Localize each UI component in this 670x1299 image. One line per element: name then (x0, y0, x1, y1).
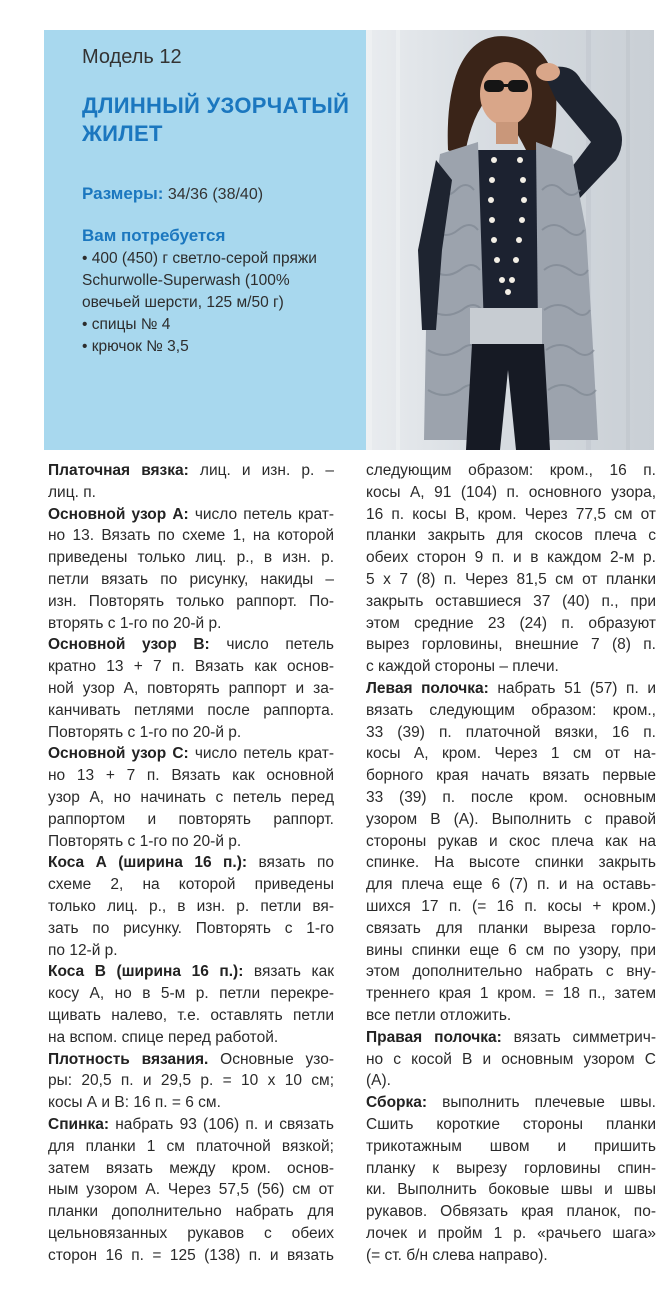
text-line (48, 961, 334, 983)
text-content: (= ст. б/н слева направо). (366, 1246, 548, 1264)
text-content: планки закрыть для скосов плеча с (366, 527, 656, 545)
text-content: этом средние 23 (24) п. образуют (366, 614, 656, 632)
text-content: но 13 + 7 п. Вязать как основной (48, 767, 334, 785)
text-line (48, 983, 334, 1005)
text-content: связать для планки выреза горло- (366, 919, 656, 937)
text-line (48, 1049, 334, 1071)
text-content: только лиц. р., в изн. р. петли вя- (48, 897, 334, 915)
text-content: вины спинки еще 6 см по узору, при (366, 941, 656, 959)
text-content: треннего края 1 кром. = 18 п., затем (366, 985, 656, 1003)
text-line (366, 1114, 656, 1136)
text-line (366, 656, 656, 678)
materials-list (82, 248, 362, 358)
text-line (48, 918, 334, 940)
text-line (48, 874, 334, 896)
text-content: набрать 93 (106) п. и связать (109, 1115, 334, 1133)
text-content: Повторять с 1-го по 20-й р. (48, 723, 242, 741)
text-content: цельновязанных рукавов с обеих (48, 1224, 334, 1242)
text-content: ным узором А. Через 57,5 (56) см от (48, 1181, 334, 1199)
text-line (48, 809, 334, 831)
text-line (366, 787, 656, 809)
title-line-2: ЖИЛЕТ (82, 121, 163, 146)
text-content: затем вязать между кром. основ- (48, 1159, 334, 1177)
text-line (48, 1136, 334, 1158)
text-content: трикотажным швом и пришить (366, 1137, 656, 1155)
text-line (366, 1049, 656, 1071)
text-line (366, 918, 656, 940)
text-line (366, 852, 656, 874)
section-heading: Основной узор В: (48, 636, 210, 654)
text-line (48, 722, 334, 744)
text-content: вторять с 1-го по 20-й р. (48, 614, 222, 632)
text-line (366, 1223, 656, 1245)
text-line (48, 482, 334, 504)
text-content: шихся 17 п. (= 16 п. косы + кром.) (366, 897, 656, 915)
text-content: спинке. На высоте спинки закрыть (366, 854, 656, 872)
sizes-value: 34/36 (38/40) (167, 186, 264, 203)
text-line (48, 1027, 334, 1049)
text-content: вязать по (247, 854, 334, 872)
text-line (48, 1201, 334, 1223)
text-line (48, 1005, 334, 1027)
text-line (48, 1223, 334, 1245)
text-line (48, 1070, 334, 1092)
section-heading: Платочная вязка: (48, 462, 189, 479)
text-content: вязать симметрич- (501, 1028, 656, 1046)
text-content: вырез горловины, внешние 7 (8) п. (366, 636, 656, 654)
text-content: стороны рукав и скос плеча как на (366, 832, 656, 850)
text-line (48, 787, 334, 809)
text-content: число петель крат- (188, 745, 334, 763)
text-content: Сшить короткие стороны планки (366, 1115, 656, 1133)
text-content: закрыть оставшиеся 37 (40) п., при (366, 592, 656, 610)
instructions-left-column (48, 460, 334, 1266)
text-line (48, 852, 334, 874)
instructions-right-column (366, 460, 656, 1266)
text-line (48, 1245, 334, 1267)
text-line (366, 1092, 656, 1114)
text-content: набрать 51 (57) п. и (488, 679, 656, 697)
text-line (366, 983, 656, 1005)
text-content: рукавов. Обвязать края планок, по- (366, 1203, 656, 1221)
text-content: лиц. и изн. р. – (188, 462, 334, 479)
text-content: для плеча еще 6 (7) п. и на оставь- (366, 876, 656, 894)
text-line (366, 1136, 656, 1158)
text-line (366, 1179, 656, 1201)
text-content: планку к вырезу горловины спин- (366, 1159, 656, 1177)
text-line (48, 896, 334, 918)
text-line (366, 831, 656, 853)
text-content: 33 (39) п. после кром. основным (366, 788, 656, 806)
section-heading: Коса А (ширина 16 п.): (48, 854, 248, 872)
text-content: Повторять с 1-го по 20-й р. (48, 832, 242, 850)
text-line (48, 831, 334, 853)
materials-item: • крючок № 3,5 (82, 338, 189, 355)
text-line (366, 743, 656, 765)
text-line (366, 722, 656, 744)
text-line (48, 460, 334, 482)
text-content: планки дополнительно набрать для (48, 1203, 334, 1221)
text-line (48, 569, 334, 591)
text-line (366, 1158, 656, 1180)
page-title (82, 92, 362, 148)
text-line (366, 1201, 656, 1223)
text-content: но 13. Вязать по схеме 1, на которой (48, 527, 334, 545)
text-content: с каждой стороны – плечи. (366, 658, 559, 676)
materials-item: • 400 (450) г светло-серой пряжи (82, 250, 317, 267)
text-content: косы А, кром. Через 1 см от на- (366, 745, 656, 763)
text-line (48, 504, 334, 526)
text-line (366, 1027, 656, 1049)
text-line (48, 765, 334, 787)
text-content: 33 (39) п. платочной вязки, 16 п. (366, 723, 656, 741)
text-line (48, 525, 334, 547)
text-line (366, 1005, 656, 1027)
section-heading: Плотность вязания. (48, 1050, 209, 1068)
section-heading: Сборка: (366, 1094, 428, 1112)
text-content: борного края начать вязать первые (366, 767, 656, 785)
text-line (366, 961, 656, 983)
text-content: узор А, но начинать с петель перед (48, 788, 334, 806)
text-line (48, 940, 334, 962)
text-content: по 12-й р. (48, 941, 118, 959)
text-line (366, 634, 656, 656)
text-line (366, 809, 656, 831)
section-heading: Левая полочка: (366, 679, 489, 697)
text-content: на вспом. спице перед работой. (48, 1028, 279, 1046)
text-content: 5 х 7 (8) п. Через 81,5 см от планки (366, 570, 656, 588)
text-line (366, 678, 656, 700)
text-content: следующим образом: кром., 16 п. (366, 462, 656, 479)
text-line (366, 1070, 656, 1092)
text-line (48, 1179, 334, 1201)
text-line (366, 591, 656, 613)
materials-item: Schurwolle-Superwash (100% (82, 272, 290, 289)
text-line (48, 656, 334, 678)
text-content: приведены только лиц. р., в изн. р. (48, 549, 334, 567)
text-content: ры: 20,5 п. и 29,5 р. = 10 х 10 см; (48, 1072, 334, 1090)
text-content: вязать следующим образом: кром., (366, 701, 656, 719)
text-content: косы А, 91 (104) п. основного узора, (366, 483, 656, 501)
text-content: косу А, но в 5-м р. петли перекре- (48, 985, 334, 1003)
text-line (366, 874, 656, 896)
text-line (48, 634, 334, 656)
sizes-line (82, 184, 263, 204)
text-line (366, 1245, 656, 1267)
text-content: этом дополнительно набрать с вну- (366, 963, 656, 981)
text-content: раппортом и повторять раппорт. (48, 810, 334, 828)
text-line (366, 525, 656, 547)
text-line (366, 940, 656, 962)
text-content: щивать налево, т.е. оставлять петли (48, 1006, 334, 1024)
text-line (48, 1158, 334, 1180)
section-heading: Правая полочка: (366, 1028, 502, 1046)
text-line (366, 460, 656, 482)
model-label: Модель 12 (82, 46, 182, 68)
text-line (366, 482, 656, 504)
text-line (366, 896, 656, 918)
text-content: петли вязать по рисунку, накиды – (48, 570, 334, 588)
text-line (48, 1114, 334, 1136)
text-content: ной узор А, повторять раппорт и за- (48, 679, 334, 697)
text-content: канчивать петлями после раппорта. (48, 701, 334, 719)
text-content: выполнить плечевые швы. (427, 1094, 656, 1112)
text-content: число петель (209, 636, 334, 654)
model-photo (366, 30, 654, 450)
text-content: для планки 1 см платочной вязкой; (48, 1137, 334, 1155)
text-line (366, 504, 656, 526)
section-heading: Коса В (ширина 16 п.): (48, 963, 244, 981)
text-content: косы А и В: 16 п. = 6 см. (48, 1094, 221, 1112)
text-line (366, 569, 656, 591)
text-content: число петель крат- (188, 505, 334, 523)
materials-item: овечьей шерсти, 125 м/50 г) (82, 294, 284, 311)
text-content: (А). (366, 1072, 391, 1090)
text-content: сторон 16 п. = 125 (138) п. и вязать (48, 1246, 334, 1264)
text-line (366, 765, 656, 787)
text-content: зать по рисунку. Повторять с 1-го (48, 919, 334, 937)
section-heading: Основной узор С: (48, 745, 189, 763)
text-line (366, 700, 656, 722)
text-content: кратно 13 + 7 п. Вязать как основ- (48, 658, 334, 676)
text-content: ки. Выполнить боковые швы и швы (366, 1181, 656, 1199)
text-line (48, 700, 334, 722)
section-heading: Основной узор А: (48, 505, 189, 523)
text-content: но с косой В и основным узором С (366, 1050, 656, 1068)
text-line (48, 678, 334, 700)
materials-heading: Вам потребуется (82, 226, 226, 245)
text-line (366, 613, 656, 635)
text-content: 16 п. косы В, кром. Через 77,5 см от (366, 505, 656, 523)
text-content: обеих сторон 9 п. и в каждом 2-м р. (366, 549, 656, 567)
text-content: схеме 2, на которой приведены (48, 876, 334, 894)
sizes-label: Размеры: (82, 184, 164, 203)
text-line (366, 547, 656, 569)
model-photo-illustration (366, 30, 654, 450)
text-line (48, 1092, 334, 1114)
text-line (48, 547, 334, 569)
text-content: вязать как (243, 963, 334, 981)
text-content: изн. Повторять только раппорт. По- (48, 592, 334, 610)
text-content: узором В (А). Выполнить с правой (366, 810, 656, 828)
text-content: Основные узо- (208, 1050, 334, 1068)
materials-item: • спицы № 4 (82, 316, 171, 333)
text-line (48, 591, 334, 613)
text-content: лиц. п. (48, 483, 96, 501)
text-content: лочек и пройм 1 р. «рачьего шага» (366, 1224, 656, 1242)
section-heading: Спинка: (48, 1115, 109, 1133)
text-line (48, 613, 334, 635)
text-line (48, 743, 334, 765)
text-content: все петли отложить. (366, 1006, 512, 1024)
title-line-1: ДЛИННЫЙ УЗОРЧАТЫЙ (82, 93, 350, 118)
